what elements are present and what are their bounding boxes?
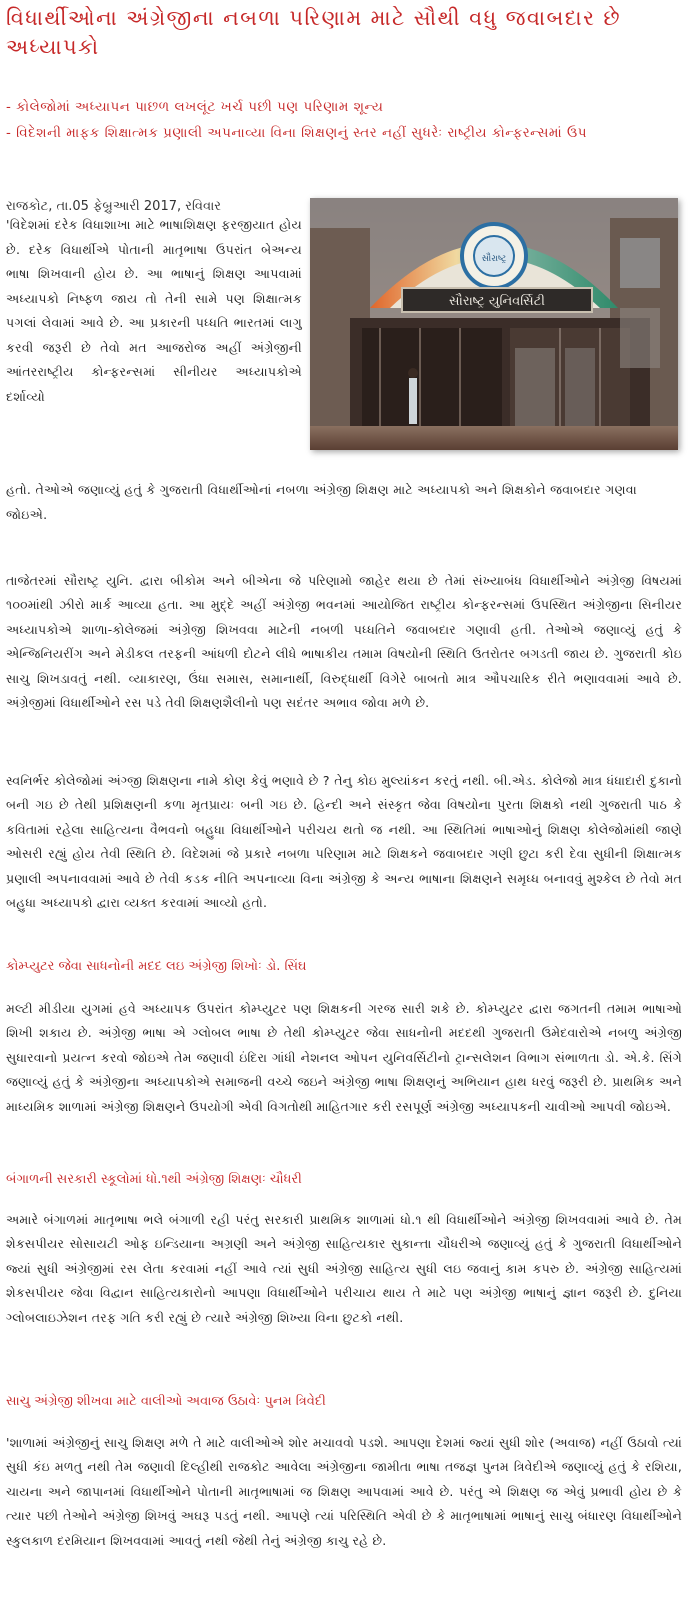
- body-paragraph-4: અમારે બંગાળમાં માતૃભાષા ભલે બંગાળી રહી પરંતુ સરકારી પ્રાથમિક શાળામાં ધો.૧ થી વિધાર્થીઓને અંગ્રેજી શિખવવામાં આવે છે. તેમ શેકસપીયર સોસાયટી ઓફ ઇન્ડિયાના અગ્રણી અને અંગ્રેજી સાહિત્યકાર સુકાન્તા ચૌધરીએ જણાવ્યું હતું કે ગુજરાતી વિધાર્થીઓને જ્યાં સુધી અંગ્રેજીમાં રસ લેતા કરવામાં નહીં આવે ત્યાં સુધી અંગ્રેજી સાહિત્ય સુધી લઇ જવાનું કામ કપરુ છે. અંગ્રેજી સાહિત્યમાં શેકસપીયર જેવા વિદ્વાન સાહિત્યકારોનો આપણા વિધાર્થીઓને પરીચાય થાય તે માટે પણ અંગ્રેજી ભાષાનું જ્ઞાન જરૂરી છે. દુનિયા ગ્લોબલાઇઝેશન તરફ ગતિ કરી રહ્યું છે ત્યારે અંગ્રેજી શિખ્યા વિના છુટકો નથી.: [6, 1211, 682, 1325]
- body-paragraph-2: સ્વનિર્ભર કોલેજોમાં અંગ્જી શિક્ષણના નામે કોણ કેવું ભણાવે છે ? તેનુ કોઇ મુલ્યાંકન કરતું નથી. બી.એડ. કોલેજો માત્ર ધંધાદારી દુકાનો બની ગઇ છે તેથી પ્રશિક્ષણની કળા મૃતપ્રાયઃ બની ગઇ છે. હિન્દી અને સંસ્કૃત જેવા વિષયોના પુરતા શિક્ષકો નથી ગુજરાતી પાઠ કે કવિતામાં રહેલા સાહિત્યના વૈભવનો બહુધા વિધાર્થીઓને પરીચય થતો જ નથી. આ સ્થિતિમાં ભાષાઓનું શિક્ષણ કોલેજોમાંથી જાણે ઓસરી રહ્યું હોય તેવી સ્થિતિ છે. વિદેશમાં જે પ્રકારે નબળા પરિણામ માટે શિક્ષકને જવાબદાર ગણી છુટા કરી દેવા સુધીની શિક્ષાત્મક પ્રણાલી અપનાવવામાં આવે છે તેવી કડક નીતિ અપનાવ્યા વિના અંગ્રેજી કે અન્ય ભાષાના શિક્ષણને સમૃધ્ધ બનાવવું મુશ્કેલ છે તેવો મત બહુધા અધ્યાપકો દ્વારા વ્યક્ત કરવામાં આવ્યો હતો.: [6, 772, 682, 910]
- body-paragraph-1: તાજેતરમાં સૌરાષ્ટ્ર યુનિ. દ્વારા બીકોમ અને બીએના જે પરિણામો જાહેર થયા છે તેમાં સંખ્યાબંધ વિધાર્થીઓને અંગ્રેજી વિષયમાં ૧૦૦માંથી ઝીરો માર્ક આવ્યા હતા. આ મુદ્દે અહીં અંગ્રેજી ભવનમાં આયોજિત રાષ્ટ્રીય કોન્ફરન્સમાં ઉપસ્થિત અંગ્રેજીના સિનીયર અધ્યાપકોએ શાળા-કોલેજમાં અંગ્રેજી શિખવવા માટેની નબળી પધ્ધતિને જવાબદાર ગણાવી હતી. તેઓએ જણાવ્યું હતું કે એન્જિનિયરીંગ અને મેડીકલ તરફની આંધળી દોટને લીધે ભાષાકીય તમામ વિષયોની સ્થિતિ ઉતરોતર બગડતી જાય છે. ગુજરાતી કોઇ સાચુ શિખડાવતું નથી. વ્યાકારણ, ઉંધા સમાસ, સમાનાર્થી, વિરુદ્ધાર્થી વિગેરે બાબતો માત્ર ઔપચારિક રીતે ભણાવવામાં આવે છે. અંગ્રેજીમાં વિધાર્થીઓને રસ પડે તેવી શિક્ષણશૈલીનો પણ સદંતર અભાવ જોવા મળે છે.: [6, 572, 682, 710]
- body-paragraph-5: 'શાળામાં અંગ્રેજીનું સાચુ શિક્ષણ મળે તે માટે વાલીઓએ શોર મચાવવો પડશે. આપણા દેશમાં જ્યાં સુધી શોર (અવાજ) નહીં ઉઠાવો ત્યાં સુધી કંઇ મળતુ નથી તેમ જણાવી દિલ્હીથી રાજકોટ આવેલા અંગ્રેજીના જામીતા ભાષા તજજ્ઞ પુનમ ત્રિવેદીએ જણાવ્યું હતું કે રશિયા, ચાયના અને જાપાનમાં વિધાર્થીઓને પોતાની માતૃભાષામાં જ શિક્ષણ આપવામાં આવે છે. પરંતુ એ શિક્ષણ જ એવું પ્રભાવી હોય છે કે ત્યાર પછી તેઓને અંગ્રેજી શિખવું અઘરૂ પડતું નથી. આપણે ત્યાં પરિસ્થિતિ એવી છે કે માતૃભાષામાં ભાષાનું સાચુ બંધારણ વિધાર્થીઓને સ્કુલકાળ દરમિયાન શિખવવામાં આવતું નથી જેથી તેનું અંગ્રેજી કાચુ રહે છે.: [6, 1434, 682, 1548]
- article-photo: [310, 198, 678, 450]
- dateline: રાજકોટ, તા.05 ફેબ્રુઆરી 2017, રવિવાર: [6, 199, 222, 214]
- body-paragraph-3: મલ્ટી મીડીયા યુગમાં હવે અધ્યાપક ઉપરાંત કોમ્પ્યુટર પણ શિક્ષકની ગરજ સારી શકે છે. કોમ્પ્યુટર દ્વારા જગતની તમામ ભાષાઓ શિખી શકાય છે. અંગ્રેજી ભાષા એ ગ્લોબલ ભાષા છે તેથી કોમ્પ્યુટર જેવા સાધનોની મદદથી ગુજરાતી ઉમેદવારોએ નબળુ અંગ્રેજી સુધારવાનો પ્રયત્ન કરવો જોઇએ તેમ જણાવી ઇંદિરા ગાંધી નેશનલ ઓપન યુનિવર્સિટીનો ટ્રાન્સલેશન વિભાગ સંભાળતા ડો. એ.કે. સિંગે જણાવ્યું હતું કે અંગ્રેજીના અધ્યાપકોએ સમાજની વચ્ચે જઇને અંગ્રેજી ભાષા શિક્ષણનું અભિયાન હાથ ધરવું જરૂરી છે. પ્રાથમિક અને માધ્યમિક શાળામાં અંગ્રેજી શિક્ષણને ઉપયોગી એવી વિગતોથી માહિતગાર કરી રસપૂર્ણ અંગ્રેજી અધ્યાપકની ચાવીઓ આપવી જોઇએ.: [6, 1000, 682, 1114]
- article-headline: વિધાર્થીઓના અંગ્રેજીના નબળા પરિણામ માટે સૌથી વધુ જવાબદાર છે અધ્યાપકો: [6, 6, 622, 59]
- lead-paragraph-continued: હતો. તેઓએ જણાવ્યું હતું કે ગુજરાતી વિધાર્થીઓનાં નબળા અંગ્રેજી શિક્ષણ માટે અધ્યાપકો અને શિક્ષકોને જવાબદાર ગણવા જોઇએ.: [6, 482, 637, 522]
- section-heading-2: બંગાળની સરકારી સ્કૂલોમાં ધો.૧થી અંગ્રેજી શિક્ષણઃ ચૌધરી: [6, 1172, 302, 1187]
- subheading-1: - કોલેજોમાં અધ્યાપન પાછળ લખલૂંટ ખર્ચ પછી પણ પરિણામ શૂન્ય: [6, 99, 384, 115]
- photo-sign-text: સૌરાષ્ટ્ર યુનિવર્સિટી: [448, 294, 546, 309]
- section-heading-1: કોમ્પ્યુટર જેવા સાધનોની મદદ લઇ અંગ્રેજી શિખોઃ ડો. સિંઘ: [6, 959, 307, 974]
- section-heading-3: સાચુ અંગ્રેજી શીખવા માટે વાલીઓ અવાજ ઉઠાવેઃ પુનમ ત્રિવેદી: [6, 1394, 326, 1409]
- subheading-2: - વિદેશની માફક શિક્ષાત્મક પ્રણાલી અપનાવ્યા વિના શિક્ષણનું સ્તર નહીં સુધરેઃ રાષ્ટ્રીય કોન્ફરન્સમાં ઉપ: [6, 125, 587, 141]
- photo-emblem-text: સૌરાષ્ટ્ર: [481, 254, 507, 264]
- lead-paragraph: 'વિદેશમાં દરેક વિધાશાખા માટે ભાષાશિક્ષણ ફરજીયાત હોય છે. દરેક વિધાર્થીએ પોતાની માતૃભાષા ઉપરાંત બેઅન્ય ભાષા શિખવાની હોય છે. આ ભાષાનું શિક્ષણ આપવામાં અધ્યાપકો નિષ્ફળ જાય તો તેની સામે પણ શિક્ષાત્મક પગલાં લેવામાં આવે છે. આ પ્રકારની પધ્ધતિ ભારતમાં લાગુ કરવી જરૂરી છે તેવો મત આજરોજ અહીં અંગ્રેજીની આંતરરાષ્ટ્રીય કોન્ફરન્સમાં સીનીયર અધ્યાપકોએ દર્શાવ્યો: [6, 217, 302, 404]
